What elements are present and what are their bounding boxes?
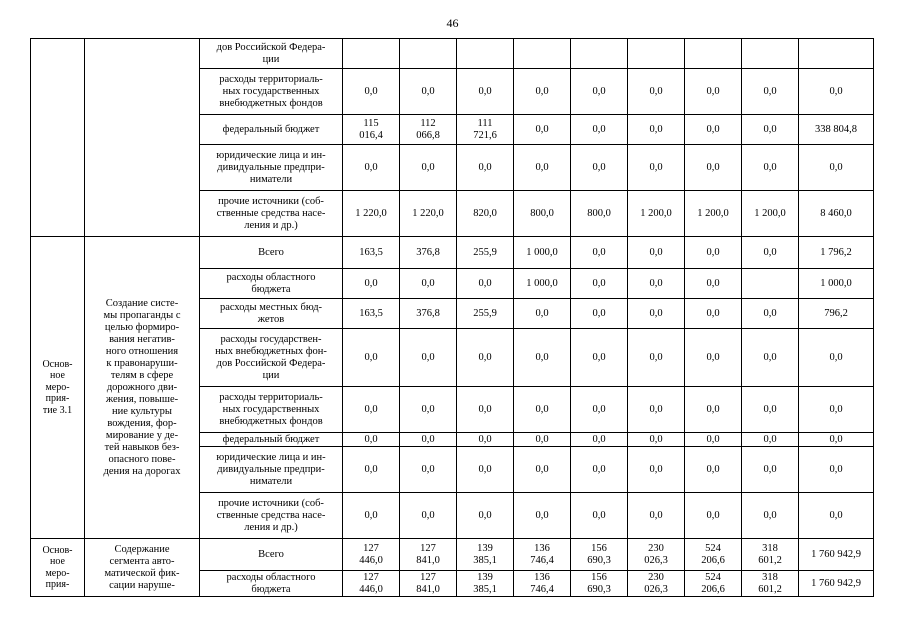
funding-source-cell: расходы государствен- ных внебюджетных фон- дов Российской Федера- ции	[200, 329, 343, 387]
amount-cell: 0,0	[457, 493, 514, 539]
amount-cell: 0,0	[571, 69, 628, 115]
amount-cell	[685, 39, 742, 69]
amount-cell: 0,0	[742, 329, 799, 387]
amount-cell: 0,0	[742, 493, 799, 539]
amount-cell: 0,0	[685, 493, 742, 539]
amount-cell: 1 760 942,9	[799, 539, 874, 571]
amount-cell: 115 016,4	[343, 115, 400, 145]
amount-cell: 0,0	[457, 433, 514, 447]
funding-source-cell: расходы территориаль- ных государственных внебюджетных фондов	[200, 69, 343, 115]
amount-cell: 0,0	[343, 329, 400, 387]
amount-cell: 0,0	[457, 145, 514, 191]
amount-cell: 127 841,0	[400, 539, 457, 571]
amount-cell: 1 000,0	[799, 269, 874, 299]
event-cell: Основ- ное меро- прия-	[31, 539, 85, 597]
amount-cell: 0,0	[514, 447, 571, 493]
funding-source-cell: Всего	[200, 237, 343, 269]
amount-cell	[571, 39, 628, 69]
amount-cell: 796,2	[799, 299, 874, 329]
amount-cell: 0,0	[400, 329, 457, 387]
measure-cell	[85, 39, 200, 237]
amount-cell: 127 841,0	[400, 571, 457, 597]
amount-cell	[628, 39, 685, 69]
amount-cell	[742, 39, 799, 69]
amount-cell	[514, 39, 571, 69]
amount-cell: 163,5	[343, 237, 400, 269]
amount-cell: 0,0	[514, 433, 571, 447]
funding-source-cell: дов Российской Федера- ции	[200, 39, 343, 69]
amount-cell: 0,0	[685, 387, 742, 433]
amount-cell: 0,0	[628, 145, 685, 191]
amount-cell: 1 200,0	[628, 191, 685, 237]
amount-cell: 255,9	[457, 237, 514, 269]
amount-cell: 0,0	[514, 69, 571, 115]
amount-cell: 0,0	[628, 493, 685, 539]
amount-cell: 1 200,0	[742, 191, 799, 237]
amount-cell	[799, 39, 874, 69]
amount-cell: 0,0	[799, 433, 874, 447]
amount-cell: 0,0	[571, 237, 628, 269]
amount-cell: 800,0	[571, 191, 628, 237]
amount-cell: 0,0	[685, 299, 742, 329]
funding-source-cell: Всего	[200, 539, 343, 571]
amount-cell: 0,0	[685, 145, 742, 191]
amount-cell: 376,8	[400, 299, 457, 329]
amount-cell: 230 026,3	[628, 571, 685, 597]
amount-cell: 0,0	[514, 493, 571, 539]
amount-cell	[742, 269, 799, 299]
amount-cell: 1 796,2	[799, 237, 874, 269]
measure-cell: Создание систе- мы пропаганды с целью формиро- вания негатив- ного отношения к правонаруши- телям в сфере дорожного дви- жения, повыше- ние культуры вождения, фор- мирование у де- тей навыков без- опасного пове- дения на дорогах	[85, 237, 200, 539]
funding-source-cell: прочие источники (соб- ственные средства насе- ления и др.)	[200, 191, 343, 237]
amount-cell: 139 385,1	[457, 539, 514, 571]
amount-cell: 0,0	[799, 145, 874, 191]
amount-cell: 1 000,0	[514, 269, 571, 299]
funding-source-cell: расходы областного бюджета	[200, 571, 343, 597]
amount-cell: 0,0	[514, 329, 571, 387]
amount-cell: 0,0	[571, 329, 628, 387]
amount-cell: 0,0	[343, 433, 400, 447]
amount-cell: 0,0	[742, 115, 799, 145]
amount-cell: 111 721,6	[457, 115, 514, 145]
funding-source-cell: юридические лица и ин- дивидуальные предпри- ниматели	[200, 447, 343, 493]
amount-cell: 0,0	[571, 433, 628, 447]
amount-cell: 0,0	[799, 69, 874, 115]
amount-cell: 0,0	[628, 433, 685, 447]
amount-cell: 0,0	[685, 329, 742, 387]
amount-cell: 1 200,0	[685, 191, 742, 237]
funding-source-cell: юридические лица и ин- дивидуальные предпри- ниматели	[200, 145, 343, 191]
amount-cell: 0,0	[571, 269, 628, 299]
amount-cell: 0,0	[742, 433, 799, 447]
amount-cell: 0,0	[400, 447, 457, 493]
amount-cell: 0,0	[571, 299, 628, 329]
amount-cell: 0,0	[799, 329, 874, 387]
amount-cell: 0,0	[343, 493, 400, 539]
amount-cell: 8 460,0	[799, 191, 874, 237]
amount-cell: 0,0	[514, 387, 571, 433]
amount-cell: 1 760 942,9	[799, 571, 874, 597]
amount-cell	[343, 39, 400, 69]
amount-cell: 0,0	[571, 387, 628, 433]
budget-table	[30, 38, 874, 597]
amount-cell: 0,0	[628, 69, 685, 115]
amount-cell: 127 446,0	[343, 571, 400, 597]
amount-cell: 112 066,8	[400, 115, 457, 145]
amount-cell: 0,0	[685, 237, 742, 269]
amount-cell: 230 026,3	[628, 539, 685, 571]
amount-cell: 0,0	[628, 237, 685, 269]
amount-cell: 127 446,0	[343, 539, 400, 571]
measure-cell: Содержание сегмента авто- матической фик- сации наруше-	[85, 539, 200, 597]
amount-cell: 0,0	[799, 447, 874, 493]
amount-cell: 0,0	[685, 269, 742, 299]
amount-cell: 139 385,1	[457, 571, 514, 597]
amount-cell: 1 220,0	[343, 191, 400, 237]
amount-cell: 0,0	[457, 69, 514, 115]
amount-cell: 0,0	[457, 447, 514, 493]
amount-cell: 0,0	[343, 447, 400, 493]
amount-cell: 0,0	[400, 145, 457, 191]
amount-cell: 0,0	[628, 329, 685, 387]
amount-cell: 820,0	[457, 191, 514, 237]
amount-cell: 0,0	[628, 115, 685, 145]
amount-cell: 0,0	[799, 493, 874, 539]
funding-source-cell: расходы областного бюджета	[200, 269, 343, 299]
amount-cell: 524 206,6	[685, 539, 742, 571]
amount-cell: 0,0	[514, 145, 571, 191]
amount-cell: 0,0	[742, 387, 799, 433]
amount-cell: 0,0	[457, 387, 514, 433]
amount-cell: 0,0	[742, 299, 799, 329]
amount-cell: 318 601,2	[742, 571, 799, 597]
amount-cell: 0,0	[685, 447, 742, 493]
amount-cell: 0,0	[400, 269, 457, 299]
table-row	[31, 539, 874, 571]
amount-cell: 0,0	[571, 493, 628, 539]
amount-cell	[457, 39, 514, 69]
amount-cell: 0,0	[457, 269, 514, 299]
amount-cell: 0,0	[685, 433, 742, 447]
amount-cell: 0,0	[457, 329, 514, 387]
amount-cell: 0,0	[685, 69, 742, 115]
amount-cell: 163,5	[343, 299, 400, 329]
amount-cell: 0,0	[628, 299, 685, 329]
amount-cell: 0,0	[628, 447, 685, 493]
amount-cell: 136 746,4	[514, 571, 571, 597]
amount-cell: 338 804,8	[799, 115, 874, 145]
amount-cell: 0,0	[514, 299, 571, 329]
amount-cell: 0,0	[742, 145, 799, 191]
amount-cell: 0,0	[742, 69, 799, 115]
amount-cell: 0,0	[343, 387, 400, 433]
amount-cell: 0,0	[571, 145, 628, 191]
amount-cell: 0,0	[628, 387, 685, 433]
event-cell: Основ- ное меро- прия- тие 3.1	[31, 237, 85, 539]
amount-cell: 0,0	[571, 447, 628, 493]
funding-source-cell: федеральный бюджет	[200, 433, 343, 447]
funding-source-cell: расходы местных бюд- жетов	[200, 299, 343, 329]
amount-cell: 156 690,3	[571, 539, 628, 571]
table-row	[31, 237, 874, 269]
amount-cell	[400, 39, 457, 69]
amount-cell: 0,0	[571, 115, 628, 145]
funding-source-cell: прочие источники (соб- ственные средства насе- ления и др.)	[200, 493, 343, 539]
amount-cell: 0,0	[343, 269, 400, 299]
amount-cell: 0,0	[343, 69, 400, 115]
amount-cell: 0,0	[400, 493, 457, 539]
amount-cell: 1 000,0	[514, 237, 571, 269]
amount-cell: 156 690,3	[571, 571, 628, 597]
event-cell	[31, 39, 85, 237]
amount-cell: 255,9	[457, 299, 514, 329]
amount-cell: 0,0	[628, 269, 685, 299]
page-number: 46	[446, 16, 459, 30]
table-row	[31, 39, 874, 69]
amount-cell: 0,0	[343, 145, 400, 191]
amount-cell: 376,8	[400, 237, 457, 269]
amount-cell: 0,0	[514, 115, 571, 145]
amount-cell: 0,0	[685, 115, 742, 145]
funding-source-cell: федеральный бюджет	[200, 115, 343, 145]
amount-cell: 524 206,6	[685, 571, 742, 597]
amount-cell: 0,0	[742, 447, 799, 493]
funding-source-cell: расходы территориаль- ных государственных внебюджетных фондов	[200, 387, 343, 433]
amount-cell: 1 220,0	[400, 191, 457, 237]
amount-cell: 0,0	[799, 387, 874, 433]
amount-cell: 318 601,2	[742, 539, 799, 571]
amount-cell: 0,0	[400, 433, 457, 447]
amount-cell: 136 746,4	[514, 539, 571, 571]
amount-cell: 0,0	[400, 387, 457, 433]
amount-cell: 800,0	[514, 191, 571, 237]
budget-table-body	[31, 39, 874, 597]
amount-cell: 0,0	[400, 69, 457, 115]
amount-cell: 0,0	[742, 237, 799, 269]
